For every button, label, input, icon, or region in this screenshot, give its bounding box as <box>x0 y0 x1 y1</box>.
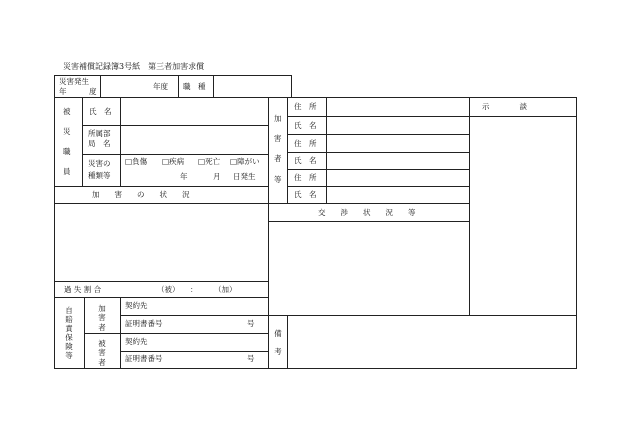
check-death[interactable]: □死亡 <box>198 157 221 166</box>
date-month: 月 <box>213 172 221 181</box>
occurrence-year-label: 災害発生 <box>59 77 89 86</box>
assailant-cert-go: 号 <box>247 319 255 328</box>
assailant-char-1: 加 <box>274 114 282 123</box>
fault-victim-part: （被） <box>157 285 180 294</box>
victim-cert-go: 号 <box>247 354 255 363</box>
assailant-char-2: 害 <box>274 134 282 143</box>
victim-char-1: 被 <box>63 107 71 116</box>
department-label: 所属部 <box>88 129 111 138</box>
date-occurred: 日発生 <box>233 172 256 181</box>
check-disability[interactable]: □障がい <box>230 157 260 166</box>
victim-name-label: 氏 名 <box>89 107 112 116</box>
assailant-cert-label: 証明書番号 <box>125 319 163 328</box>
victim-contract-label: 契約先 <box>125 337 148 346</box>
assailant-name-3: 氏 名 <box>294 190 317 199</box>
disaster-type-label-2: 種類等 <box>88 171 111 180</box>
occurrence-year-label-year: 年 <box>59 87 67 96</box>
victim-char-2: 災 <box>63 127 71 136</box>
job-type-label: 職 種 <box>183 82 206 91</box>
assailant-address-3: 住 所 <box>294 173 317 182</box>
fault-colon: ： <box>190 285 198 294</box>
damage-heading: 加 害 の 状 況 <box>92 190 190 199</box>
remarks-label: 備考 <box>274 329 282 356</box>
fiscal-year-label: 年度 <box>153 82 168 91</box>
settlement-heading: 示 談 <box>482 102 527 111</box>
check-injury[interactable]: □負傷 <box>125 157 148 166</box>
occurrence-year-label-do: 度 <box>89 87 97 96</box>
negotiation-heading: 交 渉 状 況 等 <box>318 208 416 217</box>
assailant-address-2: 住 所 <box>294 139 317 148</box>
assailant-name-1: 氏 名 <box>294 121 317 130</box>
insurance-victim-label: 被害者 <box>98 339 106 367</box>
assailant-address-1: 住 所 <box>294 102 317 111</box>
insurance-group-label: 自賠責保険等 <box>65 306 73 360</box>
victim-char-3: 職 <box>63 147 71 156</box>
disaster-type-label: 災害の <box>88 159 111 168</box>
fault-ratio-label: 過 失 割 合 <box>64 285 102 294</box>
document-title: 災害補償記録簿3号紙 第三者加害求償 <box>63 62 205 71</box>
victim-cert-label: 証明書番号 <box>125 354 163 363</box>
department-label-2: 局 名 <box>88 139 111 148</box>
date-year: 年 <box>180 172 188 181</box>
check-illness[interactable]: □疾病 <box>162 157 185 166</box>
assailant-char-3: 者 <box>274 154 282 163</box>
fault-assailant-part: （加） <box>214 285 237 294</box>
assailant-char-4: 等 <box>274 175 282 184</box>
assailant-contract-label: 契約先 <box>125 301 148 310</box>
insurance-assailant-label: 加害者 <box>98 304 106 332</box>
assailant-name-2: 氏 名 <box>294 156 317 165</box>
victim-char-4: 員 <box>63 167 71 176</box>
